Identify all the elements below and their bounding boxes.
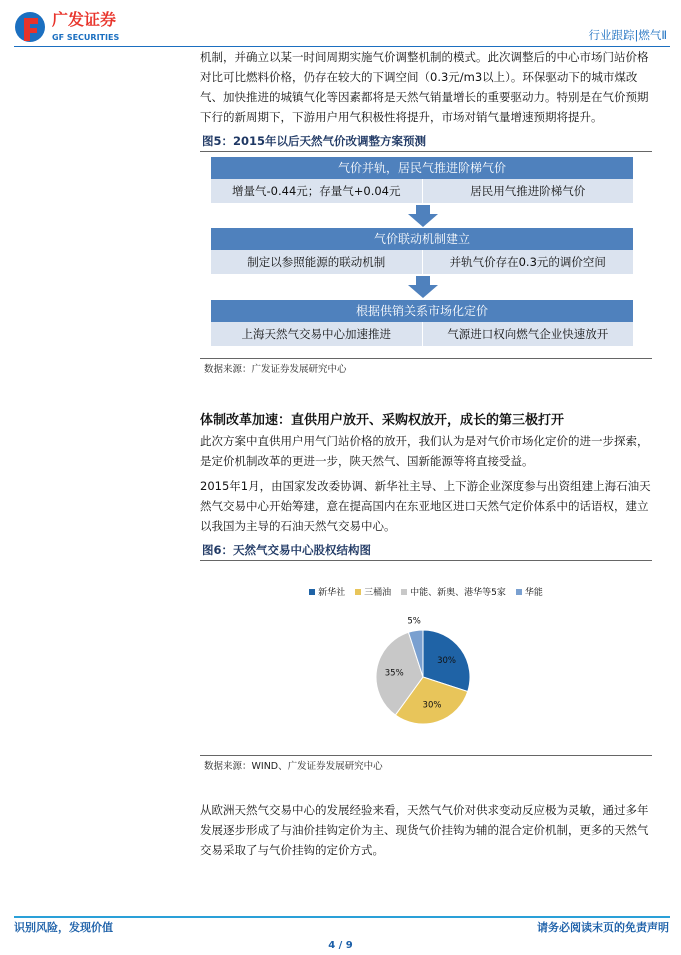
paragraph: 此次方案中直供用户用气门站价格的放开，我们认为是对气价市场化定价的进一步探索，是定价机制改革的更进一步，陕天然气、国新能源等将直接受益。 bbox=[200, 434, 649, 468]
divider bbox=[200, 755, 652, 756]
disclaimer-link[interactable]: 请务必阅读末页的免责声明 bbox=[537, 921, 669, 934]
legend-swatch bbox=[355, 589, 361, 595]
stage-2-header: 气价联动机制建立 bbox=[211, 228, 633, 250]
legend-item bbox=[516, 587, 543, 599]
pie-data-label: 35% bbox=[384, 668, 404, 679]
gf-logo-icon bbox=[14, 10, 46, 44]
section-heading: 体制改革加速：直供用户放开、采购权放开，成长的第三极打开 bbox=[200, 413, 565, 428]
stage-3-left: 上海天然气交易中心加速推进 bbox=[211, 322, 423, 346]
pie-data-label: 30% bbox=[437, 655, 457, 666]
figure-6-source: 数据来源：WIND、广发证券发展研究中心 bbox=[204, 761, 383, 772]
stage-1-row bbox=[211, 179, 633, 203]
legend-swatch bbox=[516, 589, 522, 595]
stage-3-row bbox=[211, 322, 633, 346]
stage-1-left: 增量气-0.44元；存量气+0.04元 bbox=[211, 179, 423, 203]
divider bbox=[200, 560, 652, 561]
legend-swatch bbox=[401, 589, 407, 595]
legend-label: 华能 bbox=[524, 588, 543, 598]
legend-item bbox=[355, 587, 391, 599]
paragraph: 2015年1月，由国家发改委协调、新华社主导、上下游企业深度参与出资组建上海石油天然气交易中心开始筹建，意在提高国内在东亚地区进口天然气定价体系中的话语权，建立以我国为主导的石油天然气交易中心。 bbox=[200, 479, 651, 533]
legend-item bbox=[401, 587, 506, 599]
logo-en: GF SECURITIES bbox=[52, 33, 120, 42]
legend-label: 中能、新奥、港华等5家 bbox=[410, 588, 506, 598]
flow-diagram bbox=[200, 152, 652, 358]
pie-chart bbox=[363, 617, 483, 737]
stage-3-header: 根据供销关系市场化定价 bbox=[211, 300, 633, 322]
stage-2-row bbox=[211, 250, 633, 274]
page-number: 4 / 9 bbox=[328, 940, 353, 951]
arrow-down-icon bbox=[408, 276, 438, 298]
legend-label: 三桶油 bbox=[364, 588, 392, 598]
arrow-down-icon bbox=[408, 205, 438, 227]
stage-2-right: 并轨气价存在0.3元的调价空间 bbox=[449, 255, 606, 269]
logo bbox=[14, 10, 144, 46]
footer-rule bbox=[14, 916, 670, 918]
legend-item bbox=[309, 587, 345, 599]
footer-slogan: 识别风险，发现价值 bbox=[14, 921, 113, 934]
pie-data-label: 30% bbox=[422, 700, 442, 711]
paragraph: 机制，并确立以某一时间周期实施气价调整机制的模式。此次调整后的中心市场门站价格对比可比燃料价格，仍存在较大的下调空间（0.3元/m3以上）。环保驱动下的城市煤改气、加快推进的城镇气化等因素都将是天然气销量增长的重要驱动力。特别是在气价预期下行的新周期下，下游用户用气积极性将提升，市场对销气量增速预期将提升。 bbox=[200, 50, 649, 124]
logo-cn: 广发证券 bbox=[52, 10, 117, 29]
chart-legend bbox=[200, 587, 652, 599]
main-column bbox=[200, 47, 655, 860]
legend-swatch bbox=[309, 589, 315, 595]
stage-2-left: 制定以参照能源的联动机制 bbox=[211, 250, 423, 274]
stage-1-right: 居民用气推进阶梯气价 bbox=[470, 184, 586, 198]
divider bbox=[200, 358, 652, 359]
paragraph: 从欧洲天然气交易中心的发展经验来看，天然气气价对供求变动反应极为灵敏，通过多年发展逐步形成了与油价挂钩定价为主、现货气价挂钩为辅的混合定价机制，更多的天然气交易采取了与气价挂钩的定价方式。 bbox=[200, 803, 649, 857]
section-label: 行业跟踪|燃气Ⅱ bbox=[588, 28, 667, 42]
figure-5-title: 图5：2015年以后天然气价改调整方案预测 bbox=[202, 134, 427, 148]
legend-label: 新华社 bbox=[318, 588, 346, 598]
figure-6-title: 图6：天然气交易中心股权结构图 bbox=[202, 543, 371, 557]
pie-area bbox=[200, 599, 652, 749]
stage-3-right: 气源进口权向燃气企业快速放开 bbox=[447, 327, 609, 341]
stage-1-header: 气价并轨，居民气推进阶梯气价 bbox=[211, 157, 633, 179]
pie-data-label: 5% bbox=[407, 616, 421, 627]
figure-5-source: 数据来源：广发证券发展研究中心 bbox=[204, 364, 347, 375]
